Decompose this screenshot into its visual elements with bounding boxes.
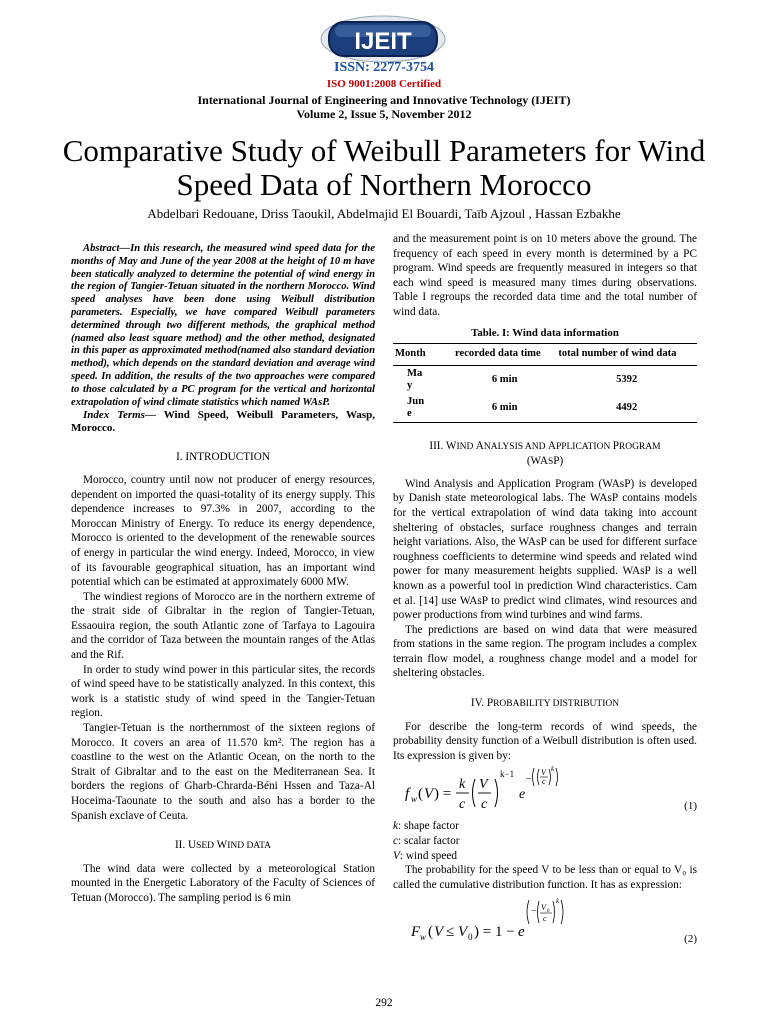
svg-text:k: k bbox=[556, 897, 560, 906]
weibull-cdf-formula bbox=[387, 892, 647, 952]
index-terms-label: Index Terms bbox=[83, 409, 145, 422]
month-part: y bbox=[407, 379, 413, 391]
month-part: e bbox=[407, 407, 412, 419]
sec2-num: II. U bbox=[174, 839, 197, 852]
paragraph: The windiest regions of Morocco are in the northern extreme of the strait side of Gibraltar in the region of Tangier-Tetuan, Essaouira region, the south Atlantic zone of Tarfaya to Lagouira and the corridor of Taza between the mountain ranges of the Atlas and the Rif. bbox=[71, 590, 375, 662]
sec3-part: PPLICATION bbox=[555, 441, 613, 452]
paragraph: Morocco, country until now not producer of energy resources, dependent on imported the quasi-totality of its energy supply. This dependence increases to 97.3% in 2007, according to the Moroccan Ministry of Energy. To reduce its energy dependence, Morocco is oriented to the development of the renewable sources of energy in particular the wind energy. Indeed, Morocco, in view of its favourable geographical situation, has an important wind potential which can be estimated at approximately 6000 MW. bbox=[71, 473, 375, 589]
sec3-part: P) bbox=[553, 454, 564, 467]
time-cell: 6 min bbox=[453, 394, 556, 423]
svg-text:(: ( bbox=[428, 924, 433, 941]
sec3-part: NALYSIS AND bbox=[483, 441, 548, 452]
sec3-part: A bbox=[547, 439, 556, 452]
def-text: : scalar factor bbox=[398, 835, 460, 848]
svg-text:−: − bbox=[526, 774, 532, 786]
count-cell: 4492 bbox=[556, 394, 697, 423]
sec2-w: W bbox=[214, 839, 228, 852]
wind-data-table bbox=[393, 343, 697, 423]
sec3-part: III. W bbox=[429, 439, 457, 452]
issn: ISSN: 2277-3754 bbox=[334, 60, 434, 75]
definition-item bbox=[393, 819, 697, 834]
paragraph: Tangier-Tetuan is the northernmost of the sixteen regions of Morocco. It covers an area of 11.570 km². The region has a coastline to the west on the Atlantic Ocean, on the north to the Strait of Gibraltar and to the east on the Mediterranean Sea. It borders the regions of Gharb-Chrarda-Béni Hssen and Taza-Al Hoceima-Taounate to the south and also has a border to the Spanish exclave of Ceuta. bbox=[71, 722, 375, 822]
def-symbol: c bbox=[393, 835, 399, 848]
table-row bbox=[393, 394, 697, 423]
svg-text:−: − bbox=[531, 906, 537, 918]
svg-text:0: 0 bbox=[468, 932, 473, 943]
paragraph: The wind data were collected by a meteorological Station mounted in the Energetic Laboratory of the Faculty of Sciences of Tetuan (Morocco). The sampling period is 6 min bbox=[71, 862, 375, 904]
svg-text:c: c bbox=[459, 797, 466, 813]
section-heading-introduction: I. INTRODUCTION bbox=[176, 451, 270, 464]
def-text: : wind speed bbox=[399, 849, 458, 862]
svg-text:V: V bbox=[434, 924, 444, 941]
weibull-pdf-formula bbox=[387, 763, 647, 819]
svg-text:) =: ) = bbox=[434, 786, 452, 803]
svg-text:w: w bbox=[411, 794, 418, 805]
sec2-sc: IND DATA bbox=[227, 841, 272, 852]
journal-volume: Volume 2, Issue 5, November 2012 bbox=[296, 107, 472, 121]
table-header: total number of wind data bbox=[556, 344, 697, 366]
svg-text:k−1: k−1 bbox=[500, 769, 515, 780]
svg-text:(: ( bbox=[418, 786, 423, 803]
svg-text:c: c bbox=[543, 914, 547, 924]
svg-text:V: V bbox=[424, 786, 434, 803]
section-heading-probability bbox=[393, 696, 697, 712]
paper-title: Comparative Study of Weibull Parameters for Wind Speed Data of Northern Morocco bbox=[62, 133, 706, 202]
svg-text:V: V bbox=[458, 924, 468, 941]
section-heading-used-wind-data bbox=[71, 838, 375, 854]
left-column bbox=[71, 243, 375, 906]
equation-1 bbox=[393, 763, 697, 819]
svg-text:V: V bbox=[541, 768, 546, 778]
sec3-part: IND bbox=[456, 441, 476, 452]
def-symbol: k bbox=[393, 820, 399, 833]
svg-text:f: f bbox=[405, 786, 410, 803]
table-caption: Table. I: Wind data information bbox=[471, 326, 619, 339]
paragraph: The predictions are based on wind data that were measured from stations in the same region. The program includes a complex terrain flow model, a roughness change model and a model for sheltering obstacles. bbox=[393, 623, 697, 680]
svg-text:) = 1 −: ) = 1 − bbox=[474, 924, 515, 941]
right-column bbox=[393, 232, 697, 952]
paragraph: The probability for the speed V to be less than or equal to V₀ is called the cumulative distribution function. It has as expression: bbox=[393, 864, 697, 891]
svg-text:V: V bbox=[541, 903, 546, 913]
svg-text:c: c bbox=[542, 777, 546, 787]
month-part: Jun bbox=[407, 395, 425, 407]
paragraph: For describe the long-term records of wind speeds, the probability density function of a Weibull distribution is often used. Its expression is given by: bbox=[393, 720, 697, 762]
definition-item bbox=[393, 834, 697, 849]
sec3-part: (WA bbox=[526, 454, 548, 467]
def-text: : shape factor bbox=[398, 820, 459, 833]
section-heading-wasp bbox=[393, 439, 697, 469]
index-terms bbox=[71, 409, 375, 435]
paragraph: In order to study wind power in this particular sites, the records of wind speed have to be statistically analyzed. In this context, this work is a statistic study of wind speed in the Tangier-Tetuan region. bbox=[71, 663, 375, 720]
paper-authors: Abdelbari Redouane, Driss Taoukil, Abdelmajid El Bouardi, Taïb Ajzoul , Hassan Ezbakhe bbox=[147, 206, 621, 221]
equation-number: (1) bbox=[684, 800, 697, 813]
month-cell bbox=[393, 365, 453, 394]
journal-logo bbox=[319, 14, 447, 64]
month-part: Ma bbox=[407, 367, 423, 379]
iso-certification: ISO 9001:2008 Certified bbox=[326, 78, 442, 90]
sec4-part: IV. P bbox=[470, 697, 494, 710]
svg-text:w: w bbox=[420, 932, 427, 943]
page-number: 292 bbox=[375, 997, 393, 1009]
journal-name: International Journal of Engineering and Innovative Technology (IJEIT) bbox=[197, 93, 571, 107]
sec2-sc: SED bbox=[196, 841, 215, 852]
table-header: recorded data time bbox=[453, 344, 556, 366]
svg-text:e: e bbox=[519, 787, 526, 803]
sec3-part: S bbox=[547, 456, 554, 467]
svg-text:k: k bbox=[459, 777, 466, 793]
month-cell bbox=[393, 394, 453, 423]
paragraph: Wind Analysis and Application Program (WAsP) is developed by Danish state meteorological labs. The WAsP contains models for the vertical extrapolation of wind data taking into account sheltering of obstacles, surface roughness changes and terrain height variations. Also, the WAsP can be used for different surface roughness coefficients to determine wind speeds and related wind power for many measurement heights supplied. WAsP is a well known as a powerful tool in prediction Wind characteristics. Cam et al. [14] use WAsP to predict wind climates, wind resources and power productions from wind turbines and wind farms. bbox=[393, 477, 697, 622]
count-cell: 5392 bbox=[616, 373, 638, 385]
time-cell: 6 min bbox=[491, 373, 518, 385]
index-terms-text: — Wind Speed, Weibull Parameters, Wasp, Morocco. bbox=[71, 409, 375, 435]
definition-item bbox=[393, 849, 697, 864]
equation-number: (2) bbox=[684, 933, 697, 946]
svg-text:e: e bbox=[518, 924, 525, 941]
table-header: Month bbox=[393, 344, 453, 366]
definitions bbox=[393, 819, 697, 863]
svg-text:V: V bbox=[479, 777, 488, 793]
sec4-part: ROBABILITY DISTRIBUTION bbox=[493, 699, 620, 710]
paragraph: and the measurement point is on 10 meters above the ground. The frequency of each speed in every month is determined by a PC program. Wind speeds are frequently measured in integers so that each wind speed is measured many times during observations. Table I regroups the recorded data time and the total number of wind data. bbox=[393, 233, 697, 318]
logo-text: IJEIT bbox=[354, 28, 412, 55]
svg-text:F: F bbox=[411, 924, 421, 941]
def-symbol: V bbox=[393, 849, 400, 862]
sec3-part: P bbox=[612, 439, 619, 452]
svg-text:k: k bbox=[551, 765, 555, 774]
table-row bbox=[393, 365, 697, 394]
svg-text:c: c bbox=[481, 797, 488, 813]
equation-2 bbox=[393, 892, 697, 952]
abstract: Abstract—In this research, the measured wind speed data for the months of May and June of the year 2008 at the height of 10 m have been statically analyzed to determine the potential of wind energy in the region of Tangier-Tetuan situated in the northern Morocco. Wind speed analyses have been done using Weibull distribution parameters. Especially, we have compared Weibull parameters determined through two different methods, the graphical method (named also least square method) and the other method, designated in this paper as approximated method(named also standard deviation method), which depends on the standard deviation and average wind speed. In addition, the results of the two approaches were compared to those calculated by a PC program for the vertical and horizontal extrapolation of wind climate statistics which named WAsP. bbox=[71, 243, 375, 408]
svg-text:≤: ≤ bbox=[446, 924, 455, 941]
sec3-part: A bbox=[475, 439, 484, 452]
sec3-part: ROGRAM bbox=[618, 441, 661, 452]
svg-text:0: 0 bbox=[547, 909, 550, 915]
